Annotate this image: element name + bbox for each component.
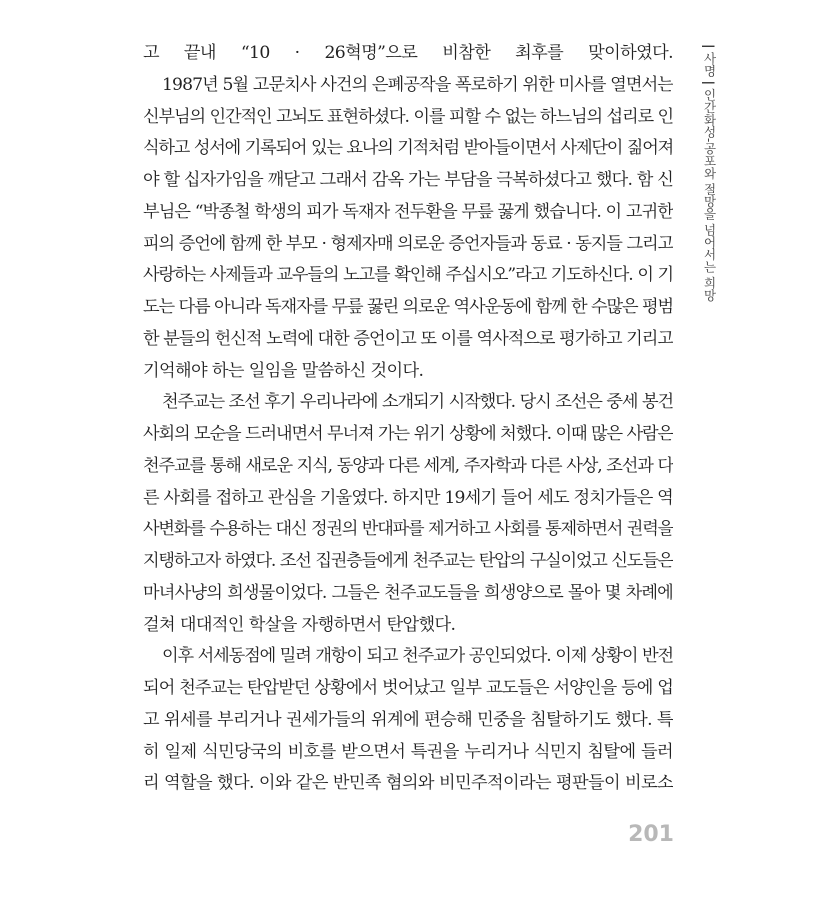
header-section: 사명: [702, 52, 717, 77]
header-bar: |: [702, 44, 717, 49]
text-line: 걸쳐 대대적인 학살을 자행하면서 탄압했다.: [143, 614, 456, 635]
text-line: 천주교를 통해 새로운 지식, 동양과 다른 세계, 주자학과 다른 사상, 조선과 다: [143, 455, 673, 476]
text-line: 한 분들의 헌신적 노력에 대한 증언이고 또 이를 역사적으로 평가하고 기리고: [143, 328, 673, 349]
text-line: 피의 증언에 함께 한 부모 · 형제자매 의로운 증언자들과 동료 · 동지들 그리고: [143, 233, 673, 254]
text-line: 기억해야 하는 일임을 말씀하신 것이다.: [143, 360, 424, 381]
text-line: 마녀사냥의 희생물이었다. 그들은 천주교도들을 희생양으로 몰아 몇 차례에: [143, 582, 673, 603]
text-line: 사변화를 수용하는 대신 정권의 반대파를 제거하고 사회를 통제하면서 권력을: [143, 519, 673, 540]
text-line: 사회의 모순을 드러내면서 무너져 가는 위기 상황에 처했다. 이때 많은 사람은: [143, 424, 673, 444]
text-line: 천주교는 조선 후기 우리나라에 소개되기 시작했다. 당시 조선은 중세 봉건: [162, 392, 673, 413]
text-line: 고 끝내 “10 · 26혁명”으로 비참한 최후를 맞이하였다.: [143, 43, 673, 63]
text-line: 히 일제 식민당국의 비호를 받으면서 특권을 누리거나 식민지 침탈에 들러: [143, 741, 673, 762]
text-line: 고 위세를 부리거나 권세가들의 위계에 편승해 민중을 침탈하기도 했다. 특: [143, 709, 673, 730]
text-line: 도는 다름 아니라 독재자를 무릎 꿇린 의로운 역사운동에 함께 한 수많은 평범: [143, 297, 673, 317]
text-line: 1987년 5월 고문치사 사건의 은폐공작을 폭로하기 위한 미사를 열면서는: [162, 74, 673, 95]
text-line: 리 역할을 했다. 이와 같은 반민족 혐의와 비민주적이라는 평판들이 비로소: [143, 773, 673, 794]
body-text: [143, 38, 673, 800]
header-bar: |: [702, 80, 717, 85]
text-line: 른 사회를 접하고 관심을 기울였다. 하지만 19세기 들어 세도 정치가들은 역: [143, 487, 673, 508]
text-line: 지탱하고자 하였다. 조선 집권층들에게 천주교는 탄압의 구실이었고 신도들은: [143, 551, 673, 571]
text-line: 야 할 십자가임을 깨닫고 그래서 감옥 가는 부담을 극복하셨다고 했다. 함 신: [143, 170, 673, 190]
page-number: 201: [628, 822, 674, 847]
text-line: 식하고 성서에 기록되어 있는 요나의 기적처럼 받아들이면서 사제단이 짊어져: [143, 138, 673, 159]
text-line: 부님은 “박종철 학생의 피가 독재자 전두환을 무릎 꿇게 했습니다. 이 고귀한: [143, 201, 673, 222]
header-title: 인간화성-공포와 절망을 넘어서는 희망: [702, 88, 717, 302]
running-header: [700, 44, 718, 301]
text-line: 신부님의 인간적인 고뇌도 표현하셨다. 이를 피할 수 없는 하느님의 섭리로 인: [143, 106, 673, 127]
text-line: 사랑하는 사제들과 교우들의 노고를 확인해 주십시오”라고 기도하신다. 이 기: [143, 265, 673, 286]
text-line: 이후 서세동점에 밀려 개항이 되고 천주교가 공인되었다. 이제 상황이 반전: [162, 646, 673, 667]
text-line: 되어 천주교는 탄압받던 상황에서 벗어났고 일부 교도들은 서양인을 등에 업: [143, 678, 673, 698]
